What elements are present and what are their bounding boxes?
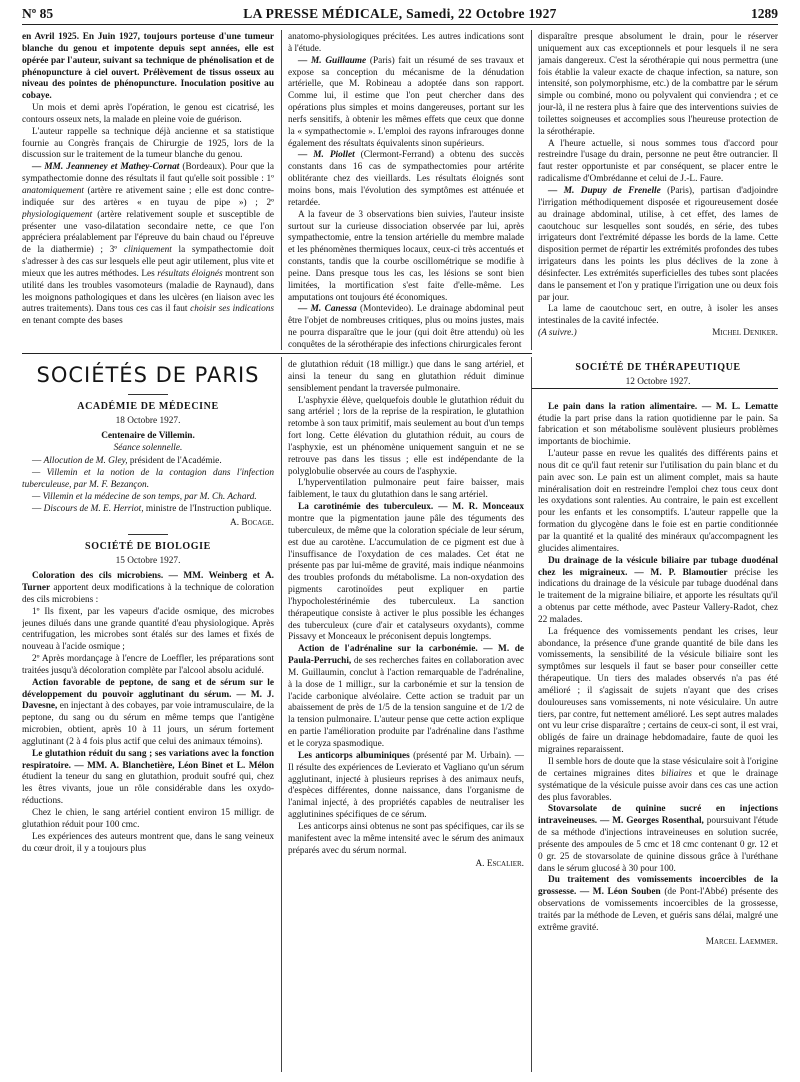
session-date: 18 Octobre 1927. (115, 415, 181, 426)
column-rule (281, 357, 282, 1072)
column-rule (531, 357, 532, 1072)
session-heading: Centenaire de Villemin. (101, 430, 195, 441)
communication-title: Action de l'adrénaline sur la carbonémie. — M. de Paula-Perruchi, (288, 644, 524, 667)
paragraph: — Villemin et la médecine de son temps, par M. Ch. Achard. (32, 491, 257, 502)
author-name: — M. Piollet (298, 150, 355, 161)
paragraph: Du drainage de la vésicule biliaire par tubage duodénal chez les migraineux. — M. P. Blamoutier précise les indications du drainage de la vésicule par tubage duodénal dans le traitement de la migraine biliaire, et apporte les résultats qu'il a obtenus par cette méthode, avec Pasteur Vallery-Radot, chez 22 malades. (538, 555, 778, 625)
communication-title: Action favorable de peptone, de sang et de sérum sur le développement du pouvoir agglutinant du sérum. — M. J. Davesne, (22, 677, 274, 712)
communication-title: Stovarsolate de quinine sucré en injections intraveineuses. — M. Georges Rosenthal, (538, 804, 778, 827)
paragraph: L'auteur passe en revue les qualités des différents pains et nous dit ce qu'il faut retenir sur l'utilisation du pain blanc et du pain avec son. Le pain est un aliment complet, mais sa haute minéralisation doit en restreindre l'emploi chez tous ceux dont les oxydations sont ralenties. Au contraire, le pain est excellent pour les enfants et les consomptifs. L'auteur rappelle que la formation du glycogène dans le foie est en partie conditionnée par la quantité et la qualité des minéraux qu'accompagnent les glucides alimentaires. (538, 449, 778, 554)
bottom-column-3 (538, 360, 778, 1072)
paragraph: Du traitement des vomissements incoercibles de la grossesse. — M. Léon Souben (de Pont-l'Abbé) présente des observations de vomissements incoercibles de la grossesse, traités par la méthode de Leven, et guéris sans délai, malgré une extrême gravité. (538, 875, 778, 933)
author-signature: Michel Deniker. (712, 328, 778, 339)
paragraph: La carotinémie des tuberculeux. — M. R. Monceaux montre que la pigmentation jaune pâle des téguments des tuberculeux, de même que la coloration spéciale de leur sérum, est due au carotène. L'accumulation de ce pigment est due à l'insuffisance de l'oxydation de ces malades. Cet état ne présente pas par lui-même de gravité, mais indique néanmoins des troubles profonds du métabolisme. La non-oxydation des pigments carotinoïdes peut expliquer en partie l'hypocholestérinémie des tuberculeux. La sanction thérapeutique consiste à activer le plus possible les échanges des tuberculeux (cure d'air et catalyseurs oxydants), comme Pissavy et Monceaux le préconisent depuis longtemps. (288, 502, 524, 643)
paragraph: en Avril 1925. En Juin 1927, toujours porteuse d'une tumeur blanche du genou et impotente depuis sept années, elle est opérée par l'auteur, suivant sa technique de phénolisation et de phénopuncture à ciel ouvert. Prélèvement de tissus osseux au niveau des pointes de phénopuncture. Inoculation positive au cobaye. (22, 32, 274, 102)
paragraph: Il semble hors de doute que la stase vésiculaire soit à l'origine de certaines migraines dites biliaires et que le drainage systématique de la vésicule puisse avoir dans ces cas une action des plus favorables. (538, 757, 778, 803)
top-column-3 (538, 32, 778, 350)
paragraph: Coloration des cils microbiens. — MM. Weinberg et A. Turner apportent deux modifications à la technique de coloration des cils microbiens : (22, 571, 274, 605)
paragraph: A l'heure actuelle, si nous sommes tous d'accord pour restreindre l'usage du drain, personne ne peut être outrancier. Il faut rester opportuniste et par conséquent, se placer entre le radicalisme d'Ombrédanne et celui de J.-L. Faure. (538, 138, 778, 185)
paragraph: — M. Piollet (Clermont-Ferrand) a obtenu des succès constants dans 16 cas de sympathectomies pour artérite oblitérante chez des vieillards. Les résultats éloignés sont moins bons, mais l'évolution des symptômes est atténuée et retardée. (288, 150, 524, 208)
society-heading: SOCIÉTÉ DE THÉRAPEUTIQUE (575, 362, 741, 373)
page-header (22, 4, 778, 25)
paragraph: — Villemin et la notion de la contagion dans l'infection tuberculeuse, par M. F. Bezançon. (22, 468, 274, 491)
section-title: SOCIÉTÉS DE PARIS (36, 363, 260, 387)
author-name: — M. Canessa (298, 304, 357, 315)
session-date: 15 Octobre 1927. (115, 556, 181, 567)
paragraph: La fréquence des vomissements pendant les crises, leur abondance, la présence d'une grande quantité de bile dans les vomissements, la sensibilité de la vésicule biliaire sont les symptômes sur lesquels il faut se baser pour conseiller cette thérapeutique. Un tiers des malades observés n'a pas été amélioré ; il s'agissait de sujets n'ayant que des crises douloureuses sans vomissements, ni note vésiculaire. Un autre tiers, par contre, fut nettement amélioré. Les sept autres malades ont vu leur crise disparaître ; certains de ceux-ci sont, il est vrai, obligés de faire un drainage hebdomadaire, faute de quoi les migraines reparaissent. (538, 626, 778, 756)
bottom-column-1 (22, 360, 274, 1072)
journal-title: LA PRESSE MÉDICALE, Samedi, 22 Octobre 1927 (243, 6, 557, 21)
author-name: — MM. Jeanneney et Mathey-Cornat (32, 162, 180, 173)
communication-title: Du traitement des vomissements incoercibles de la grossesse. — M. Léon Souben (538, 875, 778, 898)
communication-title: Le pain dans la ration alimentaire. — M. L. Lematte (548, 401, 778, 412)
paragraph: L'auteur rappelle sa technique déjà ancienne et sa statistique fournie au Congrès français de Chirurgie de 1925, lors de la discussion sur le traitement de la tumeur blanche du genou. (22, 126, 274, 161)
paragraph: Les anticorps ainsi obtenus ne sont pas spécifiques, car ils se manifestent avec la même intensité avec le sérum des animaux préparés avec du sérum normal. (288, 821, 524, 856)
paragraph: Un mois et demi après l'opération, le genou est cicatrisé, les contours osseux nets, la malade en pleine voie de guérison. (22, 103, 274, 125)
page-number: 1289 (751, 6, 778, 21)
divider (128, 394, 168, 395)
paragraph: A la faveur de 3 observations bien suivies, l'auteur insiste surtout sur la curieuse dissociation observée par lui, après sympathectomie, entre la tension artérielle du membre malade et les phénomènes thermiques locaux, ceux-ci très accentués et constants, tandis que la courbe oscillométrique se modifie à peine. Dans presque tous les cas, les lésions se sont bien limitées, la mortification s'est faite d'elle-même. Les amputations ont toujours été économiques. (288, 209, 524, 303)
paragraph: Chez le chien, le sang artériel contient environ 15 milligr. de glutathion réduit pour 100 cmc. (22, 808, 274, 830)
paragraph: — Discours de M. E. Herriot, ministre de l'Instruction publique. (32, 503, 272, 514)
paragraph: Stovarsolate de quinine sucré en injections intraveineuses. — M. Georges Rosenthal, poursuivant l'étude de sa méthode d'injections intraveineuses en solution sucrée, présente des ampoules de 5 cmc et 18 cmc contenant 0 gr. 12 et 0 gr. 25 de stovarsolate de quinine dissous grâce à l'uréthane dans le sérum glucosé à 30 pour 100. (538, 804, 778, 874)
paragraph: Les anticorps albuminiques (présenté par M. Urbain). — Il résulte des expériences de Levierato et Vagliano qu'un sérum agglutinant, injecté à plusieurs reprises à des animaux neufs, d'espèces différentes, donne naissance, dans l'organisme de l'animal injecté, à des propriétés capables de neutraliser les agglutinines spécifiques de ce sérum. (288, 750, 524, 821)
society-heading: ACADÉMIE DE MÉDECINE (77, 401, 219, 412)
paragraph: Le pain dans la ration alimentaire. — M. L. Lematte étudie la part prise dans la ration quotidienne par le pain. Sa fabrication et son métabolisme soulèvent plusieurs problèmes importants de biochimie. (538, 401, 778, 448)
section-rule (22, 353, 532, 354)
paragraph: La lame de caoutchouc sert, en outre, à isoler les anses intestinales de la cavité infectée. (538, 304, 778, 327)
author-name: — M. Dupuy de Frenelle (548, 185, 661, 196)
divider (128, 534, 168, 535)
paragraph: Action favorable de peptone, de sang et de sérum sur le développement du pouvoir agglutinant du sérum. — M. J. Davesne, en injectant à des cobayes, par voie intramusculaire, de la peptone, du sang ou du sérum en même temps que l'antigène microbien, obtient, après 10 à 11 jours, un sérum fortement agglutinant (2 à 4 fois plus actif que celui des animaux témoins). (22, 677, 274, 747)
author-signature: Marcel Laemmer. (705, 936, 778, 947)
top-column-2 (288, 32, 524, 350)
communication-title: Du drainage de la vésicule biliaire par tubage duodénal chez les migraineux. — M. P. Blamoutier (538, 555, 778, 578)
paragraph: de glutathion réduit (18 milligr.) que dans le sang artériel, et ainsi la teneur du sang en glutathion réduit diminue sensiblement pendant la traversée pulmonaire. (288, 360, 524, 394)
paragraph: disparaître presque absolument le drain, pour le réserver uniquement aux cas exceptionnels et pour lesquels il ne sera jamais dangereux. C'est la sérothérapie qui nous permettra (une fois établie la valeur exacte de chaque infection, sa nature, son intensité, son polymorphisme, etc.) de la combattre par le sérum simple ou combiné, mono ou polyvalent qui conviendra ; et ce jour-là, il ne restera plus à faire que des interventions suivies de toilettes soigneuses et accomplies sous l'heureuse protection de la sérothérapie. (538, 32, 778, 137)
session-subheading: Séance solennelle. (113, 442, 183, 453)
paragraph: — M. Dupuy de Frenelle (Paris), partisan d'adjoindre l'irrigation méthodiquement disposée et rigoureusement dosée au drainage abdominal, utilise, à cet effet, des lames de caoutchouc sur lesquelles sont soudés, en série, des tubes irrigateurs dont l'extrémité dépasse les bords de la lame. Cette disposition permet de répartir les extrémités profondes des tubes irrigateurs dans les points les plus déclives de la zone à désinfecter. Les extrémités superficielles des tubes sont placées dans le pansement et l'on y pratique l'irrigation une ou deux fois par jour. (538, 185, 778, 303)
paragraph: — M. Canessa (Montevideo). Le drainage abdominal peut être l'objet de nombreuses critiques, plus ou moins justes, mais ne pourra disparaître que le jour (qui doit être attendu) où les conquêtes de la sérothérapie des infections chirurgicales feront (288, 304, 524, 350)
paragraph: — Allocution de M. Gley, président de l'Académie. (32, 456, 222, 467)
author-signature: A. Bocage. (230, 517, 274, 528)
paragraph: — MM. Jeanneney et Mathey-Cornat (Bordeaux). Pour que la sympathectomie donne des résultats il faut qu'elle soit possible : 1º anatomiquement (artère re ativement saine ; elle est donc contre-indiquée sur des artères « en tuyau de pipe ») ; 2º physiologiquement (artère relativement souple et susceptible de présenter une vaso-dilatation secondaire nette, ce que l'on appréciera préalablement par l'épreuve du bain chaud ou l'épreuve de la diathermie) ; 3º cliniquement la sympathectomie doit s'adresser à des cas sur lesquels elle peut agir utilement, plus vite et mieux que les autres méthodes. Les résultats éloignés montrent son utilité dans les troubles vasomoteurs (maladie de Raynaud), dans les moignons pathologiques et dans les ulcères (en liaison avec les autres traitements). Dans tous ces cas il faut choisir ses indications en tenant compte des bases (22, 162, 274, 327)
column-rule (531, 30, 532, 350)
column-rule (281, 30, 282, 350)
issue-number: Nº 85 (22, 6, 54, 21)
paragraph: anatomo-physiologiques précitées. Les autres indications sont à l'étude. (288, 32, 524, 54)
top-column-1 (22, 32, 274, 350)
bottom-column-2 (288, 360, 524, 1072)
paragraph: Le glutathion réduit du sang ; ses variations avec la fonction respiratoire. — MM. A. Blanchetière, Léon Binet et L. Mélon étudient la teneur du sang en glutathion, produit soufré qui, chez les êtres vivants, joue un rôle considérable dans les oxydo-réductions. (22, 748, 274, 807)
author-name: — M. Guillaume (298, 55, 367, 66)
communication-title: Les anticorps albuminiques (298, 750, 410, 761)
paragraph: L'hyperventilation pulmonaire peut faire baisser, mais faiblement, le taux du glutathion dans le sang artériel. (288, 478, 524, 501)
author-signature: A. Escalier. (475, 859, 524, 870)
paragraph: L'asphyxie élève, quelquefois double le glutathion réduit du sang artériel ; lors de la reprise de la respiration, le glutathion retombe à son taux primitif, mais seulement au bout d'un temps fort long. Cette élévation du glutathion réduit, au cours de l'asphyxie, est un phénomène uniquement sanguin et ne se retrouve pas dans les tissus ; elle est indépendante de la polyglobulie observée au cours de l'asphyxie. (288, 395, 524, 477)
paragraph: 2º Après mordançage à l'encre de Loeffler, les préparations sont traitées jusqu'à décoloration complète par l'alcool absolu acidulé. (22, 654, 274, 676)
session-date: 12 Octobre 1927. (625, 376, 691, 387)
paragraph: Les expériences des auteurs montrent que, dans le sang veineux du cœur droit, il y a toujours plus (22, 831, 274, 854)
paragraph: — M. Guillaume (Paris) fait un résumé de ses travaux et expose sa conception du mécanisme de la dénudation artérielle, que M. Robineau a adoptée dans son rapport. Comme lui, il estime que l'on peut chercher dans des opérations plus simples et moins dangereuses, portant sur les nerfs sensitifs, à obtenir les mêmes effets que ceux que donne la « sympathectomie ». L'emploi des rayons infrarouges donne également des résultats équivalents sinon supérieurs. (288, 55, 524, 149)
communication-title: La carotinémie des tuberculeux. — M. R. Monceaux (298, 502, 524, 513)
society-heading: SOCIÉTÉ DE BIOLOGIE (85, 541, 211, 553)
paragraph: 1º Ils fixent, par les vapeurs d'acide osmique, des microbes jeunes dilués dans une grande quantité d'eau physiologique. Après centrifugation, les microbes sont étalés sur des lames et fixés de nouveau à l'acide osmique ; (22, 606, 274, 653)
communication-title: Coloration des cils microbiens. — MM. Weinberg et A. Turner (22, 571, 274, 593)
to-be-continued: (A suivre.) (538, 328, 577, 339)
communication-title: Le glutathion réduit du sang ; ses variations avec la fonction respiratoire. — MM. A. Blanchetière, Léon Binet et L. Mélon (22, 748, 274, 771)
article-footer (538, 328, 778, 340)
paragraph: Action de l'adrénaline sur la carbonémie. — M. de Paula-Perruchi, de ses recherches faites en collaboration avec M. Guillaumin, conclut à l'action remarquable de l'adrénaline, à la dose de 1 milligr., sur la carbonémie et sur la tension de l'acide carbonique alvéolaire. Cette action se traduit par un abaissement de près de 1/5 de la tension sanguine et de 1/2 de la tension pulmonaire. L'auteur pense que cette action explique en partie l'amélioration produite par l'adrénaline dans l'asthme et le coryza spasmodique. (288, 644, 524, 749)
